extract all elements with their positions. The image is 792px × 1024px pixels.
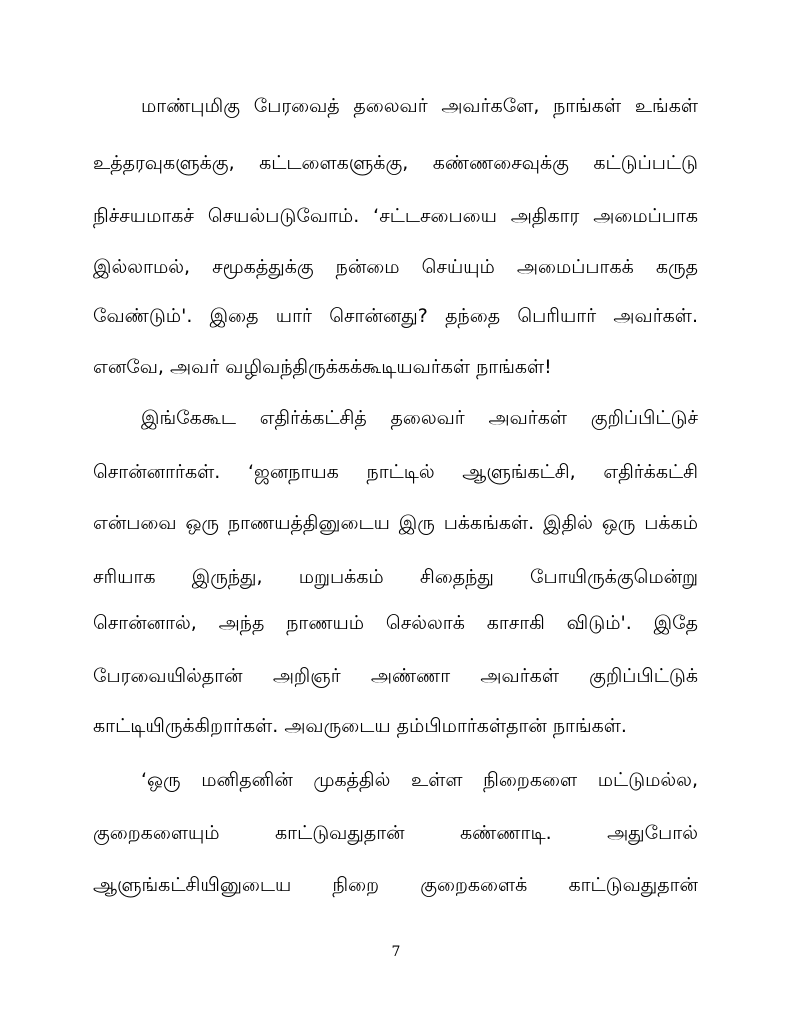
paragraph-1-line-2: உத்தரவுகளுக்கு, கட்டளைகளுக்கு, கண்ணசைவுக்கு கட்டுப்பட்டு bbox=[93, 152, 698, 174]
paragraph-3-line-3: ஆளுங்கட்சியினுடைய நிறை குறைகளைக் காட்டுவதுதான் bbox=[93, 874, 698, 896]
paragraph-1-line-1: மாண்புமிகு பேரவைத் தலைவர் அவர்களே, நாங்கள் உங்கள் bbox=[141, 95, 698, 117]
paragraph-1-line-5: வேண்டும்'. இதை யார் சொன்னது? தந்தை பெரியார் அவர்கள். bbox=[93, 305, 698, 327]
paragraph-2-line-1: இங்கேகூட எதிர்க்கட்சித் தலைவர் அவர்கள் குறிப்பிட்டுச் bbox=[141, 407, 698, 429]
paragraph-2-line-7: காட்டியிருக்கிறார்கள். அவருடைய தம்பிமார்கள்தான் நாங்கள். bbox=[93, 715, 627, 737]
paragraph-2-line-5: சொன்னால், அந்த நாணயம் செல்லாக் காசாகி விடும்'. இதே bbox=[93, 612, 698, 634]
paragraph-1-line-3: நிச்சயமாகச் செயல்படுவோம். ‘சட்டசபையை அதிகார அமைப்பாக bbox=[93, 205, 698, 227]
page-number: 7 bbox=[391, 944, 401, 960]
paragraph-2-line-4: சரியாக இருந்து, மறுபக்கம் சிதைந்து போயிருக்குமென்று bbox=[93, 566, 698, 588]
paragraph-1-line-6: எனவே, அவர் வழிவந்திருக்கக்கூடியவர்கள் நாங்கள்! bbox=[93, 356, 552, 378]
paragraph-3-line-2: குறைகளையும் காட்டுவதுதான் கண்ணாடி. அதுபோல் bbox=[93, 822, 698, 844]
paragraph-2-line-6: பேரவையில்தான் அறிஞர் அண்ணா அவர்கள் குறிப்பிட்டுக் bbox=[93, 665, 698, 687]
paragraph-2-line-2: சொன்னார்கள். ‘ஜனநாயக நாட்டில் ஆளுங்கட்சி, எதிர்க்கட்சி bbox=[93, 461, 698, 483]
paragraph-3-line-1: ‘ஒரு மனிதனின் முகத்தில் உள்ள நிறைகளை மட்டுமல்ல, bbox=[141, 769, 698, 791]
paragraph-2-line-3: என்பவை ஒரு நாணயத்தினுடைய இரு பக்கங்கள். இதில் ஒரு பக்கம் bbox=[93, 512, 698, 534]
paragraph-1-line-4: இல்லாமல், சமூகத்துக்கு நன்மை செய்யும் அமைப்பாகக் கருத bbox=[93, 256, 698, 278]
